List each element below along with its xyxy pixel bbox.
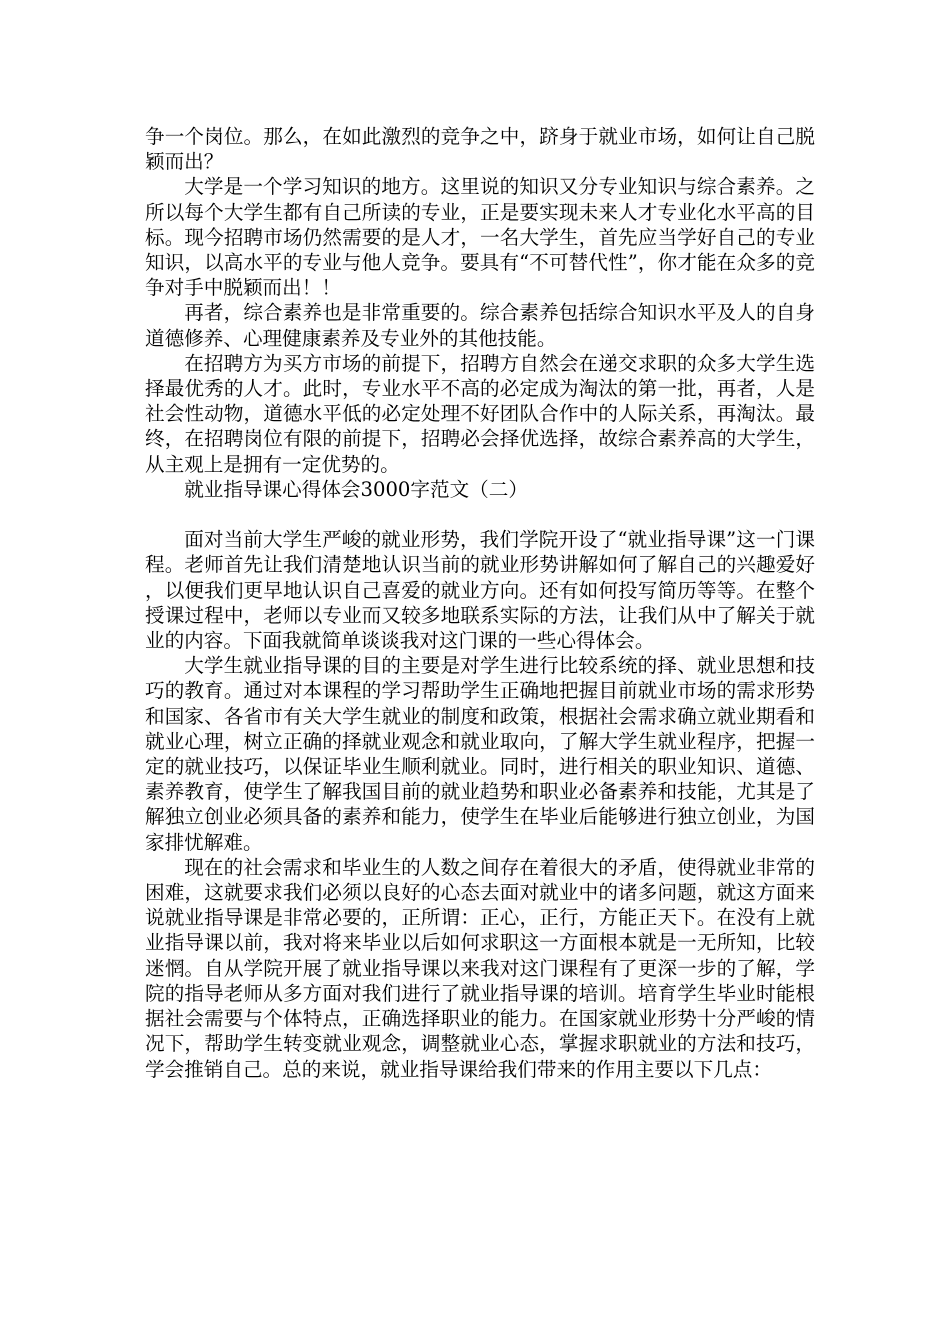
- paragraph-course-intro: 面对当前大学生严峻的就业形势，我们学院开设了“就业指导课”这一门课程。老师首先让我们清楚地认识当前的就业形势讲解如何了解自己的兴趣爱好，以便我们更早地认识自己喜爱的就业方向。还有如何投写简历等等。在整个授课过程中，老师以专业而又较多地联系实际的方法，让我们从中了解关于就业的内容。下面我就简单谈谈我对这门课的一些心得体会。: [145, 528, 815, 653]
- paragraph-continuation: 争一个岗位。那么，在如此激烈的竞争之中，跻身于就业市场，如何让自己脱颖而出？: [145, 125, 815, 174]
- section-heading: 就业指导课心得体会3000字范文（二）: [184, 477, 528, 501]
- document-body: [145, 124, 815, 1082]
- paragraph-course-purpose: 大学生就业指导课的目的主要是对学生进行比较系统的择、就业思想和技巧的教育。通过对本课程的学习帮助学生正确地把握目前就业市场的需求形势和国家、各省市有关大学生就业的制度和政策，根据社会需求确立就业期看和就业心理，树立正确的择就业观念和就业取向，了解大学生就业程序，把握一定的就业技巧，以保证毕业生顺利就业。同时，进行相关的职业知识、道德、素养教育，使学生了解我国目前的就业趋势和职业必备素养和技能，尤其是了解独立创业必须具备的素养和能力，使学生在毕业后能够进行独立创业，为国家排忧解难。: [145, 654, 815, 854]
- blank-line: [145, 502, 815, 527]
- paragraph-recruitment: 在招聘方为买方市场的前提下，招聘方自然会在递交求职的众多大学生选择最优秀的人才。此时，专业水平不高的必定成为淘汰的第一批，再者，人是社会性动物，道德水平低的必定处理不好团队合作中的人际关系，再淘汰。最终，在招聘岗位有限的前提下，招聘必会择优选择，故综合素养高的大学生，从主观上是拥有一定优势的。: [145, 351, 815, 476]
- paragraph-knowledge: 大学是一个学习知识的地方。这里说的知识又分专业知识与综合素养。之所以每个大学生都有自己所读的专业，正是要实现未来人才专业化水平高的目标。现今招聘市场仍然需要的是人才，一名大学生，首先应当学好自己的专业知识，以高水平的专业与他人竞争。要具有“不可替代性”，你才能在众多的竞争对手中脱颖而出！！: [145, 175, 815, 300]
- paragraph-social-demand: 现在的社会需求和毕业生的人数之间存在着很大的矛盾，使得就业非常的困难，这就要求我们必须以良好的心态去面对就业中的诸多问题，就这方面来说就业指导课是非常必要的，正所谓：正心，正行，方能正天下。在没有上就业指导课以前，我对将来毕业以后如何求职这一方面根本就是一无所知，比较迷惘。自从学院开展了就业指导课以来我对这门课程有了更深一步的了解，学院的指导老师从多方面对我们进行了就业指导课的培训。培育学生毕业时能根据社会需要与个体特点，正确选择职业的能力。在国家就业形势十分严峻的情况下，帮助学生转变就业观念，调整就业心态，掌握求职就业的方法和技巧，学会推销自己。总的来说，就业指导课给我们带来的作用主要以下几点：: [145, 855, 815, 1081]
- paragraph-comprehensive-quality: 再者，综合素养也是非常重要的。综合素养包括综合知识水平及人的自身道德修养、心理健康素养及专业外的其他技能。: [145, 301, 815, 350]
